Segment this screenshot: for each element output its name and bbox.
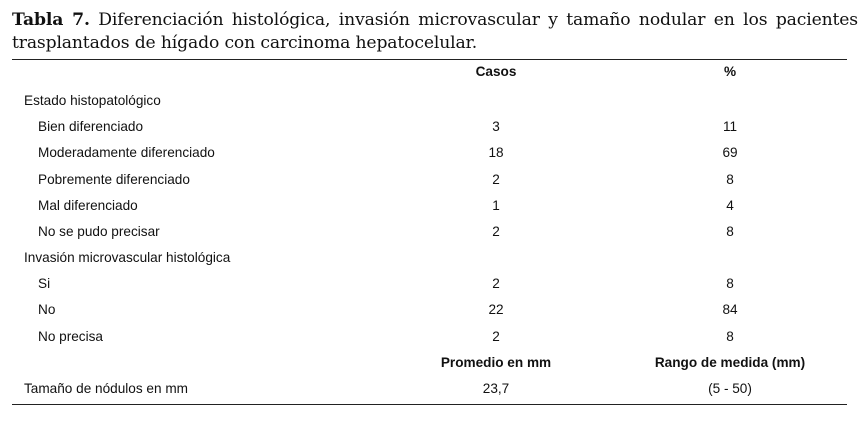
row-casos: 2: [492, 276, 500, 291]
table-bottom-rule: [12, 404, 847, 405]
row-rango: (5 - 50): [708, 381, 752, 396]
row-label: Bien diferenciado: [38, 119, 144, 134]
row-label: No: [38, 302, 56, 317]
section-title: Estado histopatológico: [24, 93, 161, 108]
row-percent: 4: [726, 198, 734, 213]
row-casos: 3: [492, 119, 500, 134]
row-percent: 8: [726, 276, 734, 291]
table-label: Tabla 7.: [12, 10, 90, 30]
table-row: [12, 298, 847, 324]
column-header-casos: Casos: [475, 64, 517, 79]
row-casos: 22: [488, 302, 504, 317]
caption-text: Diferenciación histológica, invasión microvascular y tamaño nodular en los pacientes trasplantados de hígado con carcinoma hepatocelular.: [12, 10, 858, 53]
column-header-row: [12, 60, 847, 86]
row-casos: 1: [492, 198, 500, 213]
table-row: [12, 272, 847, 298]
row-percent: 8: [726, 329, 734, 344]
row-casos: 2: [492, 172, 500, 187]
table-row: [12, 325, 847, 351]
row-promedio: 23,7: [482, 381, 510, 396]
row-percent: 8: [726, 224, 734, 239]
row-label: Moderadamente diferenciado: [38, 145, 215, 160]
row-percent: 84: [722, 302, 738, 317]
row-casos: 2: [492, 329, 500, 344]
row-label: Si: [38, 276, 51, 291]
row-label: No se pudo precisar: [38, 224, 160, 239]
row-label: Tamaño de nódulos en mm: [24, 381, 188, 396]
table-row: [12, 168, 847, 194]
subheader-row: [12, 351, 847, 377]
table-row: [12, 115, 847, 141]
row-casos: 18: [488, 145, 504, 160]
row-label: No precisa: [38, 329, 103, 344]
column-header-promedio: Promedio en mm: [440, 355, 552, 370]
row-label: Mal diferenciado: [38, 198, 138, 213]
row-casos: 2: [492, 224, 500, 239]
column-header-percent: %: [723, 64, 737, 79]
table-row: [12, 194, 847, 220]
table-row: [12, 377, 847, 403]
row-label: Pobremente diferenciado: [38, 172, 190, 187]
row-percent: 8: [726, 172, 734, 187]
table-row: [12, 141, 847, 167]
table-row: [12, 220, 847, 246]
section-heading-row: [12, 89, 847, 115]
section-heading-row: [12, 246, 847, 272]
row-percent: 11: [722, 119, 738, 134]
column-header-rango: Rango de medida (mm): [654, 355, 806, 370]
section-title: Invasión microvascular histológica: [24, 250, 231, 265]
table-caption: [12, 9, 858, 55]
row-percent: 69: [722, 145, 738, 160]
